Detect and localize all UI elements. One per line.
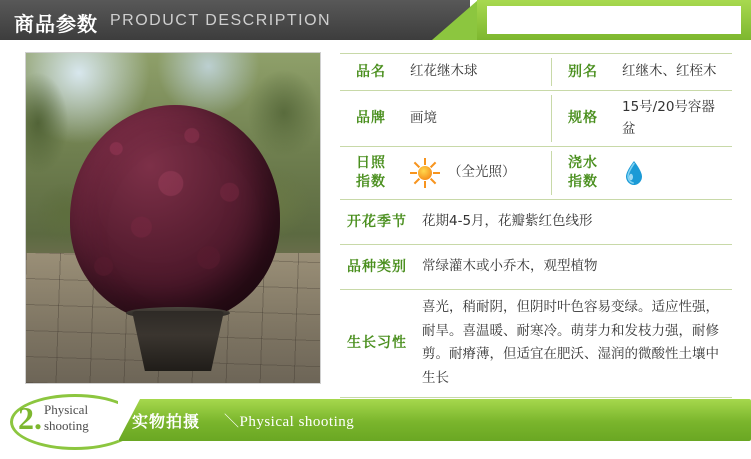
table-row bbox=[340, 245, 732, 290]
spec-label-product-name: 品名 bbox=[356, 63, 386, 80]
water-drop-icon bbox=[624, 160, 644, 186]
spec-value-brand: 画境 bbox=[410, 109, 437, 126]
product-photo bbox=[25, 52, 321, 384]
footer-bar-title-en: ＼Physical shooting bbox=[224, 414, 355, 430]
header-title-cn: 商品参数 bbox=[14, 12, 98, 36]
spec-label-variety-type: 品种类别 bbox=[347, 258, 407, 275]
table-row bbox=[340, 53, 732, 91]
header-green-wedge bbox=[432, 0, 478, 40]
spec-value-variety-type: 常绿灌木或小乔木，观型植物 bbox=[422, 258, 598, 275]
spec-label-brand: 品牌 bbox=[356, 110, 386, 127]
sun-icon bbox=[410, 158, 440, 188]
spec-value-size: 15号/20号容器盆 bbox=[622, 99, 715, 137]
spec-label-sunlight bbox=[340, 147, 402, 199]
table-row bbox=[340, 290, 732, 398]
spec-label-alias: 别名 bbox=[568, 63, 598, 80]
header-green-inner-white bbox=[487, 6, 741, 34]
spec-label-sunlight-line1: 日照 指数 bbox=[356, 155, 386, 191]
footer-section-number: 2. bbox=[18, 400, 42, 436]
spec-label-growth-habit: 生长习性 bbox=[347, 334, 407, 351]
spec-label-watering-line1: 浇水 指数 bbox=[568, 155, 598, 191]
footer-bar-title-cn: 实物拍摄 bbox=[132, 412, 201, 431]
section-footer bbox=[0, 388, 751, 459]
spec-label-size: 规格 bbox=[568, 110, 598, 127]
spec-value-alias: 红继木、红桎木 bbox=[622, 63, 717, 80]
spec-table bbox=[340, 53, 732, 424]
table-row bbox=[340, 91, 732, 147]
photo-pot bbox=[132, 311, 224, 371]
spec-value-sunlight bbox=[402, 147, 551, 199]
table-row bbox=[340, 200, 732, 245]
spec-value-sunlight-text: （全光照） bbox=[448, 164, 516, 181]
footer-green-bar bbox=[118, 399, 751, 441]
spec-label-watering bbox=[552, 147, 614, 199]
spec-value-bloom-season: 花期4-5月，花瓣紫红色线形 bbox=[422, 213, 593, 230]
photo-shrub-canopy bbox=[70, 105, 280, 323]
header-title-en: PRODUCT DESCRIPTION bbox=[110, 12, 332, 29]
spec-value-growth-habit: 喜光，稍耐阴，但阴时叶色容易变绿。适应性强，耐旱。喜温暖、耐寒冷。萌芽力和发枝力强，耐修剪。耐瘠薄，但适宜在肥沃、湿润的微酸性土壤中生长 bbox=[422, 299, 719, 387]
spec-value-product-name: 红花继木球 bbox=[410, 63, 478, 80]
photo-backdrop bbox=[26, 53, 320, 383]
footer-en-line1: Physical bbox=[44, 402, 89, 417]
footer-en-line2: shooting bbox=[44, 418, 89, 433]
spec-label-bloom-season: 开花季节 bbox=[347, 213, 407, 230]
table-row bbox=[340, 147, 732, 200]
spec-value-watering bbox=[614, 147, 732, 199]
page-header bbox=[0, 0, 751, 40]
